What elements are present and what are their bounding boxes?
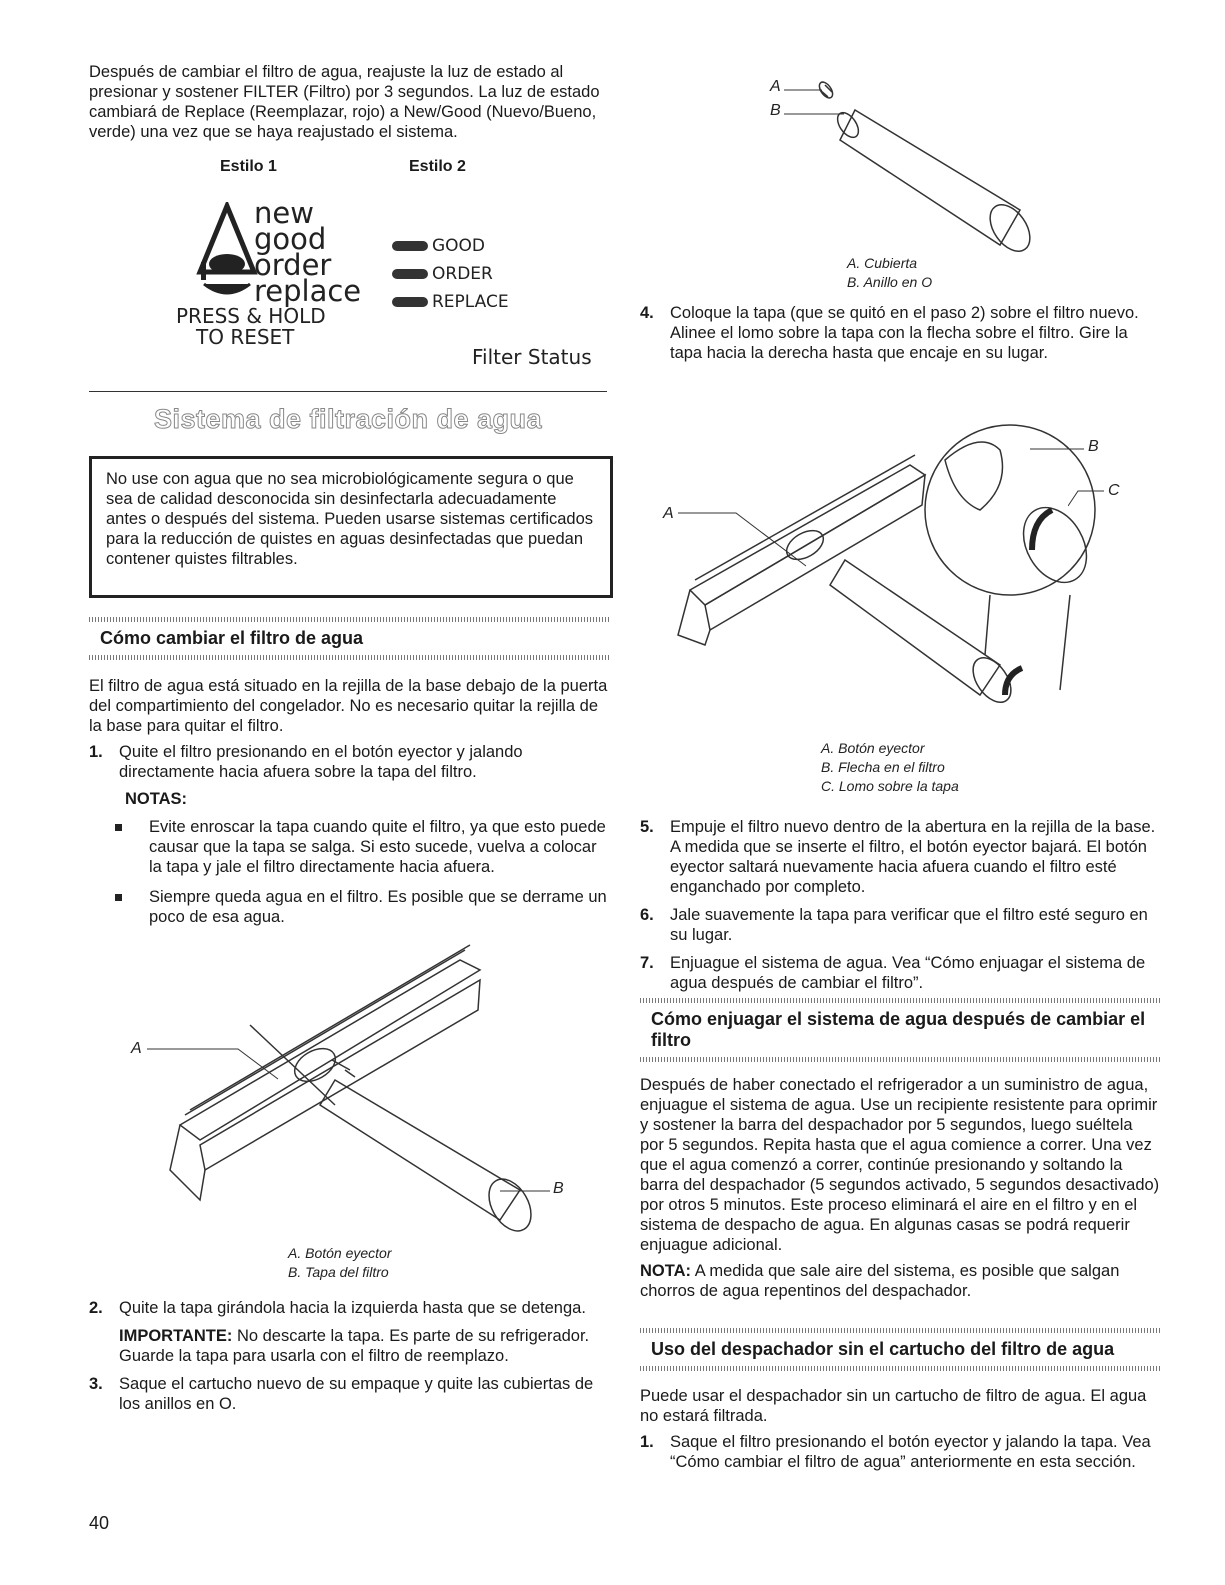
fig1-leader-a: [143, 1044, 283, 1084]
fig1-leader-b: [500, 1186, 552, 1196]
style2-word-good: GOOD: [432, 236, 486, 256]
fig2-caption: [821, 739, 959, 796]
style2-row-good: [392, 232, 509, 260]
bullet-text: Evite enroscar la tapa cuando quite el filtro, ya que esto puede causar que la tapa se salga. Si esto sucede, vuelva a colocar la tapa y jale el filtro directamente hacia afuera.: [149, 818, 606, 876]
press-line-1: PRESS & HOLD: [176, 304, 326, 328]
left-column: [89, 62, 609, 369]
step-text: Jale suavemente la tapa para verificar que el filtro esté seguro en su lugar.: [670, 906, 1148, 944]
fig2-label-a: A: [663, 505, 674, 522]
subhead-enjuagar: [640, 998, 1160, 1062]
fig2-leader-c: [1068, 488, 1106, 508]
dotted-rule: [640, 1057, 1160, 1062]
important-label: IMPORTANTE:: [119, 1327, 233, 1345]
step-2: [89, 1298, 609, 1318]
step-4: [640, 303, 1160, 363]
style2-label: Estilo 2: [409, 158, 466, 175]
fig1-caption-b: B. Tapa del filtro: [288, 1264, 389, 1280]
intro-paragraph: Después de cambiar el filtro de agua, reajuste la luz de estado al presionar y sostener FILTER (Filtro) por 3 segundos. La luz de estado cambiará de Replace (Reemplazar, rojo) a New/Good (Nuevo/Bueno, verde) una vez que se haya reajustado el sistema.: [89, 63, 600, 141]
step-text: Enjuague el sistema de agua. Vea “Cómo enjuagar el sistema de agua después de cambiar el filtro”.: [670, 954, 1146, 992]
fig1-label-b: B: [553, 1180, 564, 1197]
step-number: 2.: [89, 1299, 103, 1317]
fig2-caption-c: C. Lomo sobre la tapa: [821, 778, 959, 794]
right-uso-text: [640, 1386, 1160, 1480]
fig2-label-b: B: [1088, 438, 1099, 455]
right-steps: [640, 817, 1160, 1001]
step-1: [89, 742, 609, 782]
page-number: 40: [89, 1513, 110, 1533]
filter-status-label: Filter Status: [472, 345, 592, 369]
style2-word-order: ORDER: [432, 264, 493, 284]
style2-list: [392, 232, 509, 316]
subhead-uso: [640, 1328, 1160, 1371]
step-text: Saque el cartucho nuevo de su empaque y quite las cubiertas de los anillos en O.: [119, 1375, 594, 1413]
fig0-caption-a: A. Cubierta: [847, 255, 918, 271]
step-number: 5.: [640, 818, 654, 836]
warning-box: No use con agua que no sea microbiológicamente segura o que sea de calidad desconocida sin desinfectarla adecuadamente antes o después del sistema. Pueden usarse sistemas certificados para la reducción de quistes en aguas desinfectadas que puedan contener quistes filtrables.: [89, 456, 613, 598]
step-number: 6.: [640, 906, 654, 924]
step-number: 1.: [89, 743, 103, 761]
fig0-caption: [847, 254, 932, 292]
style1-indicator-icon: [196, 202, 258, 302]
step-number: 4.: [640, 304, 654, 322]
indicator-light-icon: [392, 297, 428, 307]
left-steps-2: [89, 1298, 609, 1422]
nota-text: A medida que sale aire del sistema, es posible que salgan chorros de agua repentinos del despachador.: [640, 1262, 1120, 1300]
indicator-light-icon: [392, 241, 428, 251]
bullet-icon: [115, 824, 122, 831]
para-ubicacion: El filtro de agua está situado en la rejilla de la base debajo de la puerta del compartimiento del congelador. No es necesario quitar la rejilla de la base para quitar el filtro.: [89, 677, 608, 735]
fig0-leaders: [784, 84, 854, 119]
filter-status-figure: [89, 62, 609, 369]
left-steps: [89, 676, 609, 937]
style2-row-replace: [392, 288, 509, 316]
right-rinse-text: [640, 1075, 1160, 1301]
subhead-cambiar: [89, 617, 609, 660]
press-hold-label: [176, 306, 326, 348]
style2-word-replace: REPLACE: [432, 292, 509, 312]
section-title: Sistema de filtración de agua: [153, 404, 543, 434]
fig2-leader-b: [1030, 444, 1086, 454]
style1-label: Estilo 1: [220, 158, 277, 175]
press-line-2: TO RESET: [196, 325, 295, 349]
dotted-rule: [640, 1366, 1160, 1371]
fig2-caption-a: A. Botón eyector: [821, 740, 925, 756]
step-5: [640, 817, 1160, 897]
nota-paragraph: [640, 1261, 1160, 1301]
fig0-label-b: B: [770, 102, 781, 119]
fig2-leader-a: [676, 511, 816, 571]
step-3: [89, 1374, 609, 1414]
subhead-uso-title: Uso del despachador sin el cartucho del filtro de agua: [651, 1339, 1115, 1359]
fig2-label-c: C: [1108, 482, 1120, 499]
fig1-caption: [288, 1244, 392, 1282]
step-uso-1: [640, 1432, 1160, 1472]
step-6: [640, 905, 1160, 945]
step-text: Coloque la tapa (que se quitó en el paso 2) sobre el filtro nuevo. Alinee el lomo sobre la tapa con la flecha sobre el filtro. Gire la tapa hacia la derecha hasta que encaje en su lugar.: [670, 304, 1139, 362]
style1-word-good: good: [254, 222, 327, 256]
subhead-enjuagar-title: Cómo enjuagar el sistema de agua después de cambiar el filtro: [651, 1009, 1146, 1050]
step-number: 1.: [640, 1433, 654, 1451]
fig2-caption-b: B. Flecha en el filtro: [821, 759, 945, 775]
style1-word-order: order: [254, 248, 332, 282]
fig1-caption-a: A. Botón eyector: [288, 1245, 392, 1261]
notas-label: NOTAS:: [125, 790, 188, 808]
step-number: 7.: [640, 954, 654, 972]
nota-label: NOTA:: [640, 1262, 692, 1280]
right-step-4: [640, 303, 1160, 371]
step-text: Quite el filtro presionando en el botón eyector y jalando directamente hacia afuera sobre la tapa del filtro.: [119, 743, 523, 781]
para-uso: Puede usar el despachador sin un cartucho de filtro de agua. El agua no estará filtrada.: [640, 1387, 1147, 1425]
style2-row-order: [392, 260, 509, 288]
step-text: Quite la tapa girándola hacia la izquierda hasta que se detenga.: [119, 1299, 586, 1317]
fig1-label-a: A: [131, 1040, 142, 1057]
bullet-2: [89, 887, 609, 927]
bullet-text: Siempre queda agua en el filtro. Es posible que se derrame un poco de esa agua.: [149, 888, 607, 926]
subhead-cambiar-title: Cómo cambiar el filtro de agua: [100, 628, 364, 648]
step-7: [640, 953, 1160, 993]
step-text: Empuje el filtro nuevo dentro de la abertura en la rejilla de la base. A medida que se inserte el filtro, el botón eyector bajará. El botón eyector saltará nuevamente hacia afuera cuando el filtro esté enganchado por completo.: [670, 818, 1156, 896]
important-text: No descarte la tapa. Es parte de su refrigerador. Guarde la tapa para usarla con el filtro de reemplazo.: [119, 1327, 590, 1365]
style1-word-new: new: [254, 196, 314, 230]
fig0-label-a: A: [770, 78, 781, 95]
fig0-caption-b: B. Anillo en O: [847, 274, 933, 290]
bullet-icon: [115, 894, 122, 901]
section-divider: [89, 391, 607, 392]
dotted-rule: [89, 655, 609, 660]
important-note: [89, 1326, 609, 1366]
para-enjuagar: Después de haber conectado el refrigerador a un suministro de agua, enjuague el sistema de agua. Use un recipiente resistente para oprimir y sostener la barra del despachador por 5 segundos, luego suéltela por 5 segundos. Repita hasta que el agua comience a correr. Una vez que el agua comenzó a correr, continúe presionando y soltando la barra del despachador (5 segundos activado, 5 segundos desactivado) por otros 5 minutos. Este proceso eliminará el aire en el filtro y en el sistema de despacho de agua. En algunas casas se podrá requerir enjuague adicional.: [640, 1076, 1160, 1254]
step-number: 3.: [89, 1375, 103, 1393]
style1-word-replace: replace: [254, 274, 362, 308]
indicator-light-icon: [392, 269, 428, 279]
bullet-1: [89, 817, 609, 877]
style1-words: [254, 196, 362, 308]
step-text: Saque el filtro presionando el botón eyector y jalando la tapa. Vea “Cómo cambiar el filtro de agua” anteriormente en esta sección.: [670, 1433, 1151, 1471]
